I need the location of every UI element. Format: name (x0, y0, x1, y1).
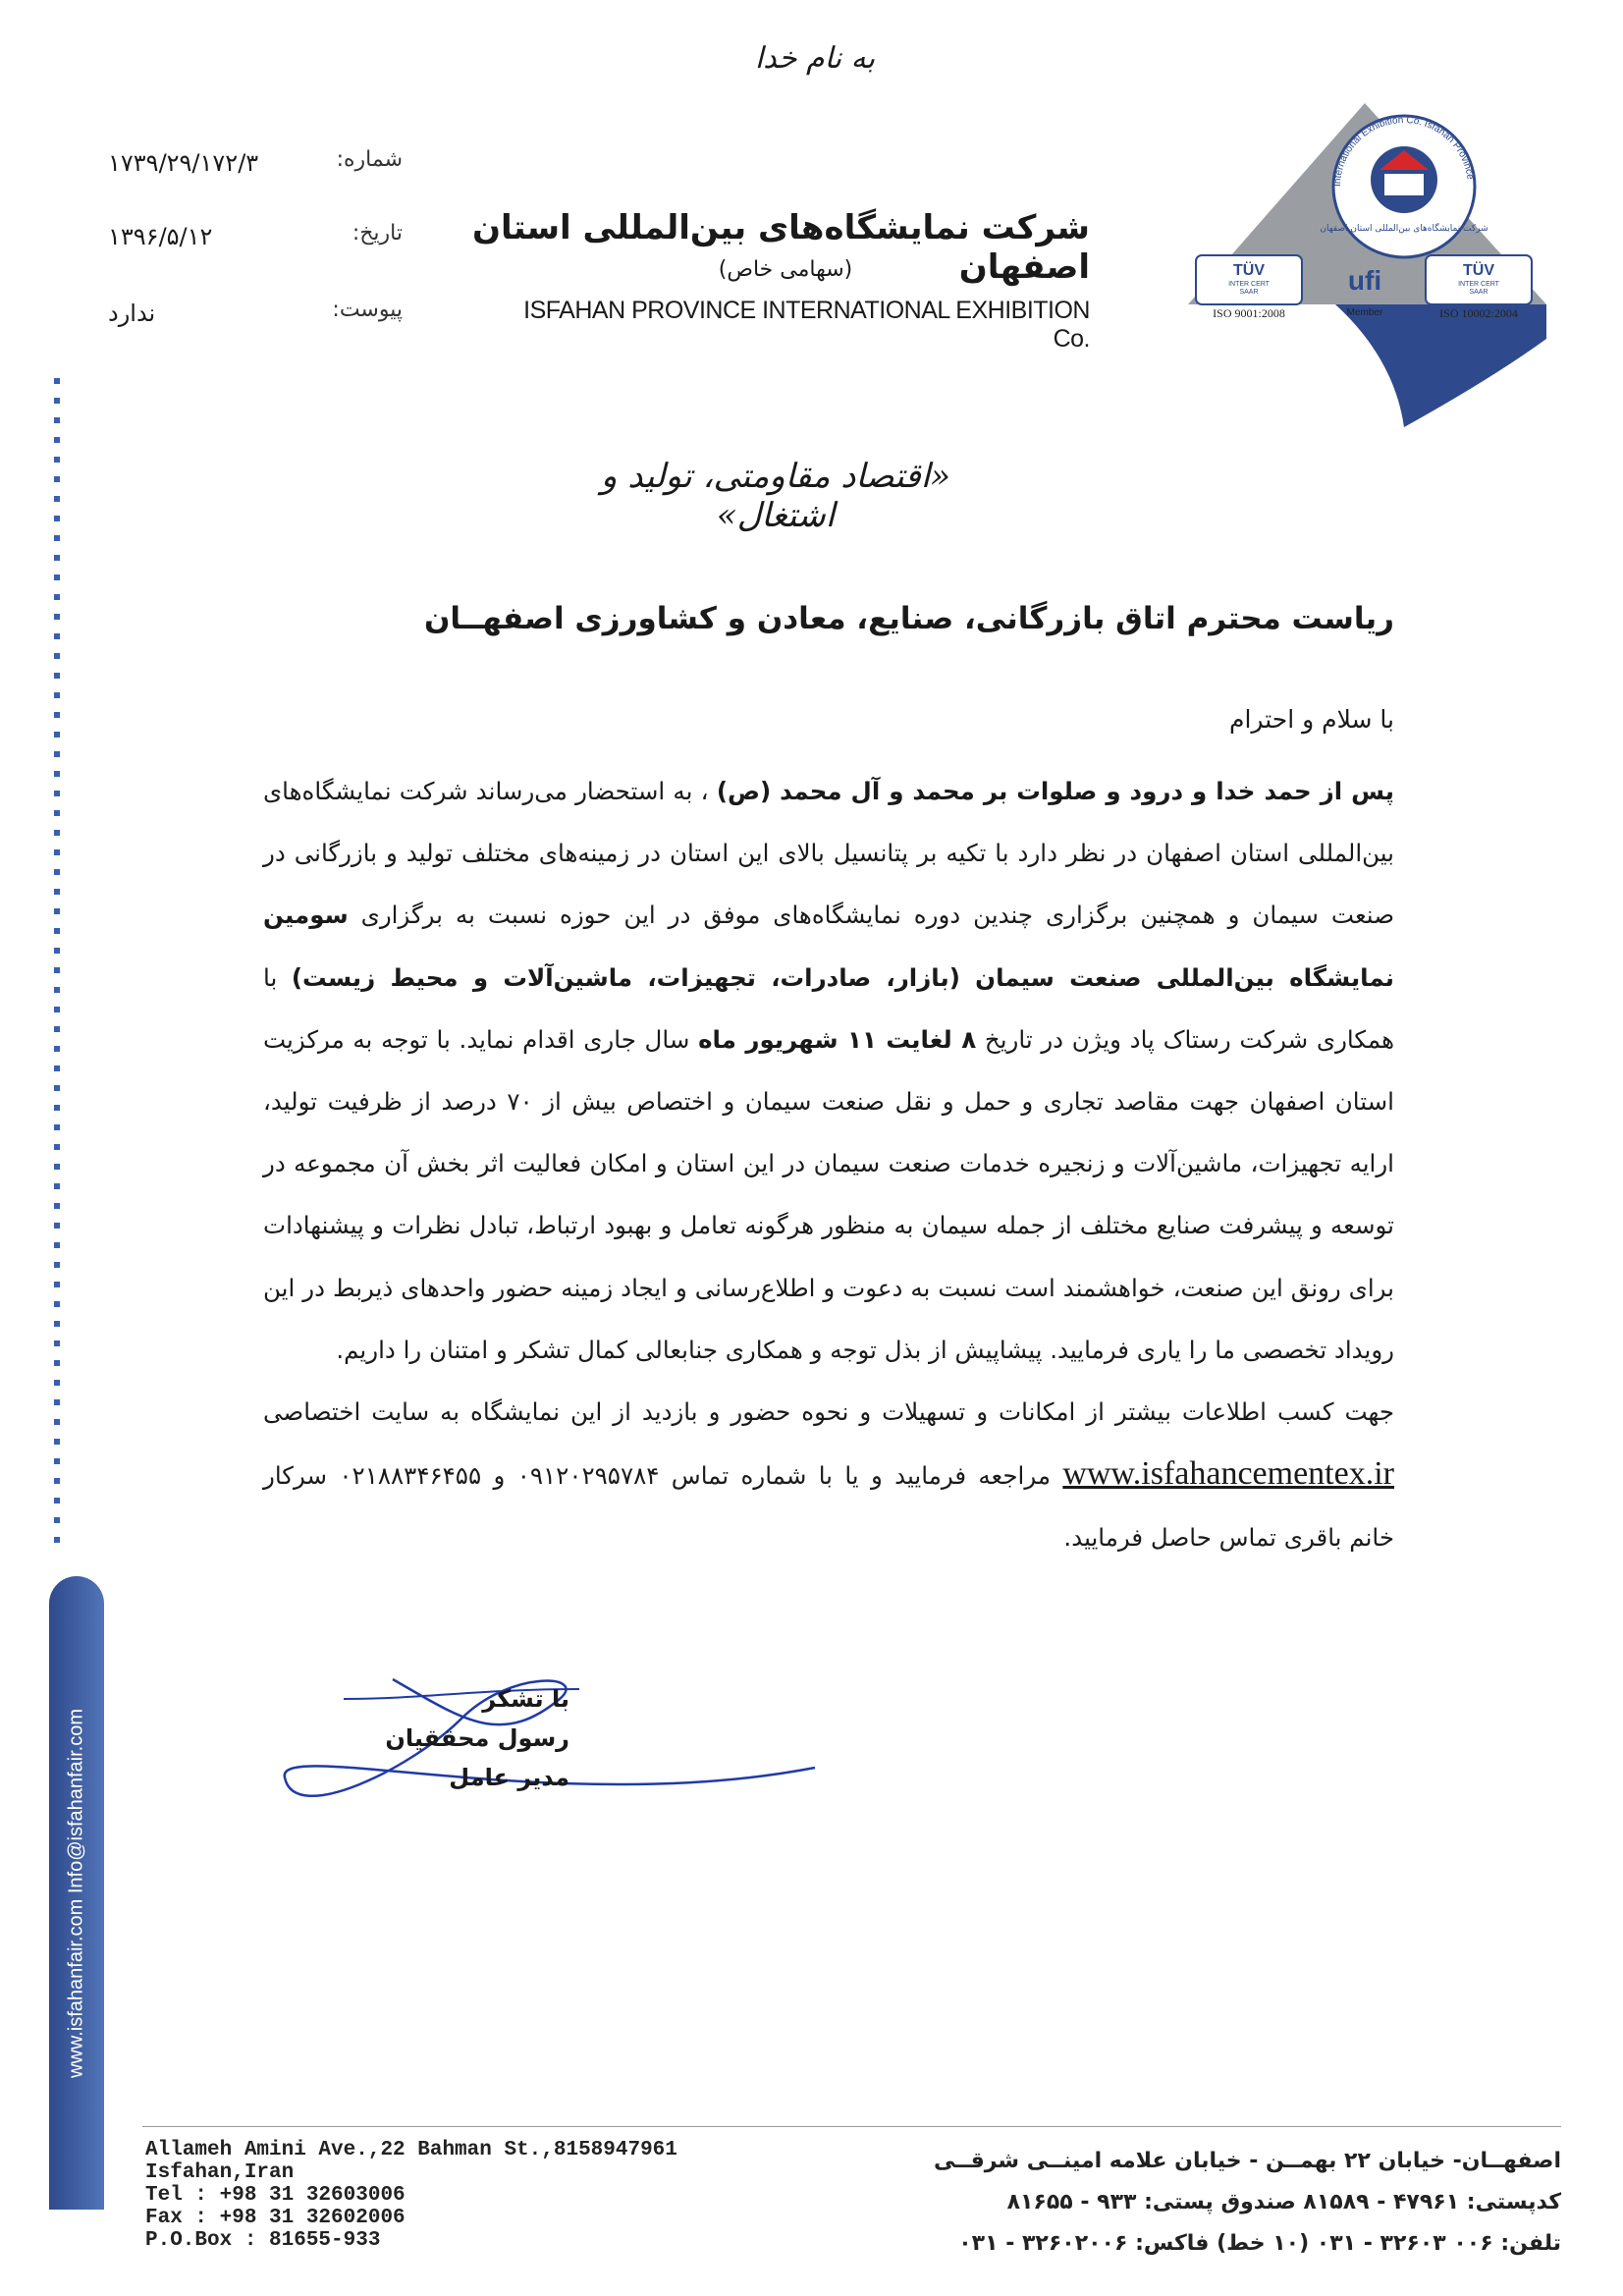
logo-emblem-building (1384, 174, 1424, 195)
signature-thanks: با تشکر (482, 1685, 569, 1713)
ufi-logo: ufi (1347, 265, 1382, 296)
signature-name: رسول محققیان (385, 1724, 569, 1752)
slogan: «اقتصاد مقاومتی، تولید و اشتغال» (600, 457, 951, 535)
exhibition-website-link[interactable]: www.isfahancementex.ir (1062, 1455, 1394, 1493)
number-label: شماره: (336, 147, 403, 172)
cert1-brand: TÜV (1233, 262, 1265, 279)
letter-date-row (108, 221, 403, 260)
cert1-iso: ISO 9001:2008 (1213, 306, 1285, 320)
exhibition-title: سومین نمایشگاه بین‌المللی صنعت سیمان (بازار، صادرات، تجهیزات، ماشین‌آلات و محیط زیست) (263, 901, 1395, 992)
footer-divider (142, 2126, 1561, 2127)
footer-address-en: Allameh Amini Ave.,22 Bahman St.,8158947961 Isfahan,Iran Tel : +98 31 32603006 Fax : +98 31 32602006 P.O.Box : 81655-933 (145, 2139, 677, 2252)
body-text-a: ، به استحضار می‌رساند شرکت نمایشگاه‌های بین‌المللی استان اصفهان در نظر دارد با تکیه بر پتانسیل بالای این استان در زمینه‌های مختلف تولید و بازرگانی در صنعت سیمان و همچنین برگزاری چندین دوره نمایشگاه‌های موفق در این حوزه نسبت به برگزاری (263, 777, 1394, 930)
attachment-value: ندارد (108, 300, 156, 327)
footer-fa-line-1: اصفهــان- خیابان ۲۲ بهمــن - خیابان علامه امینــی شرقــی (934, 2149, 1561, 2173)
body-text-b: با همکاری شرکت رستاک پاد ویژن در تاریخ (263, 962, 1395, 1054)
sidebar-contact-band (49, 1576, 104, 2210)
cert2-iso: ISO 10002:2004 (1439, 306, 1518, 320)
cert1-sub: SAAR (1239, 289, 1259, 296)
company-name-fa: شرکت نمایشگاه‌های بین‌المللی استان اصفهان (471, 208, 1090, 287)
ufi-member: Member (1346, 307, 1383, 318)
letter-number-row (108, 147, 403, 187)
recipient: ریاست محترم اتاق بازرگانی، صنایع، معادن و کشاورزی اصفهــان (423, 601, 1394, 636)
body-text-e: مراجعه فرمایید و یا با شماره تماس ۰۹۱۲۰۲۹۵۷۸۴ و ۰۲۱۸۸۳۴۶۴۵۵ سرکار خانم باقری تماس حاصل فرمایید. (263, 1461, 1394, 1553)
signature-title: مدیر عامل (449, 1764, 569, 1791)
body-text-d: جهت کسب اطلاعات بیشتر از امکانات و تسهیلات و نحوه حضور و بازدید از این نمایشگاه به سایت اختصاصی (263, 1397, 1394, 1427)
cert1-mid: INTER CERT (1228, 281, 1270, 288)
date-value: ۱۳۹۶/۵/۱۲ (108, 223, 213, 250)
footer-address-fa (884, 2141, 1561, 2265)
date-label: تاریخ: (352, 221, 403, 246)
company-type: (سهامی خاص) (718, 257, 853, 282)
logo-graphic (1168, 93, 1561, 437)
signature-block (373, 1679, 569, 1797)
footer-fa-line-2: کدپستی: ۴۷۹۶۱ - ۸۱۵۸۹ صندوق پستی: ۹۳۳ - ۸۱۶۵۵ (1006, 2190, 1561, 2214)
cert2-brand: TÜV (1463, 262, 1494, 279)
body-opening: پس از حمد خدا و درود و صلوات بر محمد و آل محمد (ص) (716, 777, 1394, 805)
cert2-mid: INTER CERT (1458, 281, 1499, 288)
attachment-label: پیوست: (332, 298, 403, 322)
logo-ring-text: International Exhibition Co. Isfahan Province (1331, 114, 1476, 188)
letter-attachment-row (108, 298, 403, 337)
basmala: به نام خدا (754, 41, 876, 76)
sidebar-contact-text: www.isfahanfair.com Info@isfahanfair.com (65, 1708, 87, 2078)
greeting: با سلام و احترام (1229, 705, 1394, 734)
body-paragraph-1 (263, 760, 1394, 1381)
number-value: ۱۷۳۹/۲۹/۱۷۲/۳ (108, 149, 259, 177)
sidebar-dotted-line (53, 378, 61, 1557)
footer-fa-line-3: تلفن: ۰۰۶ ۳۲۶۰۳ - ۰۳۱ (۱۰ خط) فاکس: ۳۲۶۰۲۰۰۶ - ۰۳۱ (958, 2231, 1561, 2256)
exhibition-dates: ۸ لغایت ۱۱ شهریور ماه (698, 1024, 977, 1054)
body-paragraph-2 (263, 1381, 1394, 1569)
cert2-sub: SAAR (1469, 289, 1488, 296)
company-name-en: ISFAHAN PROVINCE INTERNATIONAL EXHIBITION Co. (523, 297, 1090, 353)
letter-body (263, 760, 1394, 1569)
logo-inner-text: شرکت نمایشگاه‌های بین‌المللی استان اصفهان (1320, 224, 1488, 234)
body-text-c: سال جاری اقدام نماید. با توجه به مرکزیت استان اصفهان جهت مقاصد تجاری و حمل و نقل صنعت سیمان و اختصاص بیش از ۷۰ درصد از ظرفیت تولید، ارایه تجهیزات، ماشین‌آلات و زنجیره خدمات صنعت سیمان در این استان و امکان فعالیت اثر بخش آن مجموعه در توسعه و پیشرفت صنایع مختلف از جمله سیمان به منظور هرگونه تعامل و بهبود ارتباط، تبادل نظرات و پیشنهادات برای رونق این صنعت، خواهشمند است نسبت به دعوت و اطلاع‌رسانی و ایجاد زمینه حضور واحدهای ذیربط در این رویداد تخصصی ما را یاری فرمایید. پیشاپیش از بذل توجه و همکاری جنابعالی کمال تشکر و امتنان را داریم. (263, 1024, 1394, 1364)
logo-blue-wave (1335, 304, 1546, 427)
company-logo (1168, 93, 1561, 437)
